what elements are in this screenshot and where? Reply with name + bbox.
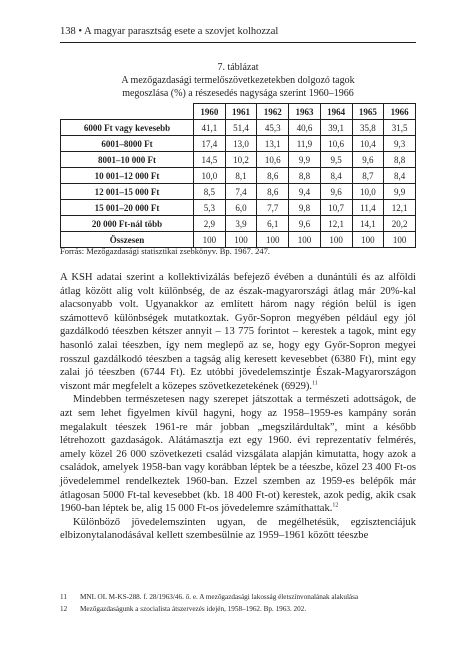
table-cell: 10,4 <box>352 136 384 152</box>
table-cell: 14,1 <box>352 216 384 232</box>
table-caption-line1: A mezőgazdasági termelőszövetkezetekben dolgozó tagok <box>121 75 355 86</box>
row-label: 15 001–20 000 Ft <box>61 200 194 216</box>
running-title: A magyar parasztság esete a szovjet kolhozzal <box>84 26 279 37</box>
table-cell: 9,6 <box>289 216 321 232</box>
table-cell: 100 <box>352 232 384 248</box>
footnote-ref: 12 <box>332 502 339 509</box>
table-cell: 9,4 <box>289 184 321 200</box>
footnote-text: MNL OL M-KS-288. f. 28/1963/46. ő. e. A mezőgazdasági lakosság életszínvonalának alakulása <box>80 593 359 601</box>
table-cell: 8,7 <box>352 168 384 184</box>
footnote-number: 12 <box>60 605 68 614</box>
table-cell: 100 <box>225 232 257 248</box>
table-cell: 9,9 <box>384 184 416 200</box>
year-header: 1961 <box>225 104 257 120</box>
table-cell: 8,4 <box>320 168 352 184</box>
table-cell: 20,2 <box>384 216 416 232</box>
table-cell: 100 <box>320 232 352 248</box>
table-cell: 11,9 <box>289 136 321 152</box>
table-row <box>61 136 416 152</box>
row-label: 6000 Ft vagy kevesebb <box>61 120 194 136</box>
table-cell: 8,6 <box>257 184 289 200</box>
table-cell: 8,6 <box>257 168 289 184</box>
table-cell: 31,5 <box>384 120 416 136</box>
table-cell: 9,6 <box>352 152 384 168</box>
table-cell: 12,1 <box>384 200 416 216</box>
table-cell: 9,5 <box>320 152 352 168</box>
table-cell: 6,1 <box>257 216 289 232</box>
table-row <box>61 168 416 184</box>
table-cell: 100 <box>194 232 226 248</box>
table-cell: 100 <box>384 232 416 248</box>
table-cell: 8,5 <box>194 184 226 200</box>
table-number: 7. táblázat <box>217 62 259 73</box>
table-corner-cell <box>61 104 194 120</box>
year-header: 1964 <box>320 104 352 120</box>
row-label: 8001–10 000 Ft <box>61 152 194 168</box>
table-cell: 8,4 <box>384 168 416 184</box>
table-cell: 41,1 <box>194 120 226 136</box>
year-header: 1963 <box>289 104 321 120</box>
table-cell: 100 <box>289 232 321 248</box>
table-cell: 9,9 <box>289 152 321 168</box>
table-header-row <box>61 104 416 120</box>
table-cell: 13,0 <box>225 136 257 152</box>
table-cell: 10,6 <box>320 136 352 152</box>
row-label: 6001–8000 Ft <box>61 136 194 152</box>
year-header: 1960 <box>194 104 226 120</box>
income-distribution-table <box>60 103 416 248</box>
footnote-ref: 11 <box>312 380 318 387</box>
table-cell: 51,4 <box>225 120 257 136</box>
table-cell: 10,7 <box>320 200 352 216</box>
footnote <box>60 591 416 603</box>
table-row <box>61 200 416 216</box>
footnotes <box>60 591 416 616</box>
table-caption-line2: megoszlása (%) a részesedés nagysága szerint 1960–1966 <box>122 88 354 99</box>
paragraph: Különböző jövedelemszinten ugyan, de megélhetésük, egzisztenciájuk elbizonytalanodásával kellett szembesülnie az 1959–1961 között téeszbe <box>60 516 416 542</box>
table-cell: 12,1 <box>320 216 352 232</box>
table-row <box>61 184 416 200</box>
table-row <box>61 216 416 232</box>
table-cell: 40,6 <box>289 120 321 136</box>
row-label: 20 000 Ft-nál több <box>61 216 194 232</box>
table-cell: 13,1 <box>257 136 289 152</box>
table-cell: 10,0 <box>352 184 384 200</box>
table-cell: 10,6 <box>257 152 289 168</box>
header-bullet: • <box>78 26 83 37</box>
table-cell: 6,0 <box>225 200 257 216</box>
table-source: Forrás: Mezőgazdasági statisztikai zsebkönyv. Bp. 1967. 247. <box>60 246 271 256</box>
table-cell: 9,6 <box>320 184 352 200</box>
table-cell: 9,3 <box>384 136 416 152</box>
table-cell: 3,9 <box>225 216 257 232</box>
footnote <box>60 603 416 615</box>
table-cell: 8,8 <box>289 168 321 184</box>
paragraph: Mindebben természetesen nagy szerepet játszottak a természeti adottságok, de azt sem lehet figyelmen kívül hagyni, hogy az 1958–1959-es kampány során megalakult téeszek 1961-re már jobban „megszilárdultak”, mint a később létrehozott gazdaságok. Alátámasztja ezt egy 1960. évi reprezentatív felmérés, amely közel 26 000 szövetkezeti család vizsgálata alapján kimutatta, hogy azok a családok, amelyek 1958-ban vagy korábban léptek be a téeszbe, közel 23 400 Ft-os jövedelemmel rendelkeztek 1960-ban. Ezzel szemben az 1959-es belépők már átlagosan 5000 Ft-tal kevesebbet (kb. 18 400 Ft-ot) kerestek, azok pedig, akik csak 1960-ban léptek be, alig 15 000 Ft-os jövedelemre számíthattak.$^{12}$ <box>60 394 416 515</box>
table-cell: 8,8 <box>384 152 416 168</box>
table-cell: 2,9 <box>194 216 226 232</box>
page-number: 138 <box>60 26 76 37</box>
table-cell: 10,0 <box>194 168 226 184</box>
table-cell: 17,4 <box>194 136 226 152</box>
table-cell: 10,2 <box>225 152 257 168</box>
table-cell: 5,3 <box>194 200 226 216</box>
year-header: 1966 <box>384 104 416 120</box>
row-label: 10 001–12 000 Ft <box>61 168 194 184</box>
row-label: 12 001–15 000 Ft <box>61 184 194 200</box>
table-cell: 100 <box>257 232 289 248</box>
header-rule <box>60 42 416 43</box>
table-cell: 45,3 <box>257 120 289 136</box>
footnote-number: 11 <box>60 593 67 601</box>
running-header <box>60 26 410 37</box>
table-cell: 9,8 <box>289 200 321 216</box>
table-cell: 35,8 <box>352 120 384 136</box>
row-label: Összesen <box>61 232 194 248</box>
year-header: 1965 <box>352 104 384 120</box>
body-text <box>60 271 416 543</box>
year-header: 1962 <box>257 104 289 120</box>
table-cell: 7,4 <box>225 184 257 200</box>
footnote-text: Mezőgazdaságunk a szocialista átszervezés idején, 1958–1962. Bp. 1963. 202. <box>80 605 307 614</box>
table-row <box>61 120 416 136</box>
table-cell: 8,1 <box>225 168 257 184</box>
table-cell: 14,5 <box>194 152 226 168</box>
paragraph: A KSH adatai szerint a kollektivizálás befejező évében a dunántúli és az alföldi átlag között alig volt különbség, de az észak-magyarországi átlag már 20%-kal alacsonyabb volt. Ugyanakkor az említett három nagy régión belül is igen számottevő különbségek mutatkoztak. Győr-Sopron megyében például egy jól gazdálkodó téeszben kétszer annyit – 13 775 forintot – kerestek a tagok, mint egy hasonló zalai téeszben, így nem meglepő az se, hogy egy Győr-Sopron megyei rosszul gazdálkodó téeszben a tagság alig keresett kevesebbet (6380 Ft), mint egy zalai jó téeszben (6744 Ft). Ez utóbbi jövedelemszintje Észak-Magyarországon viszont már megfelelt a közepes szövetkezetekének (6929).$^{11}$ <box>60 272 416 392</box>
table-cell: 11,4 <box>352 200 384 216</box>
table-cell: 7,7 <box>257 200 289 216</box>
table-cell: 39,1 <box>320 120 352 136</box>
table-row <box>61 152 416 168</box>
